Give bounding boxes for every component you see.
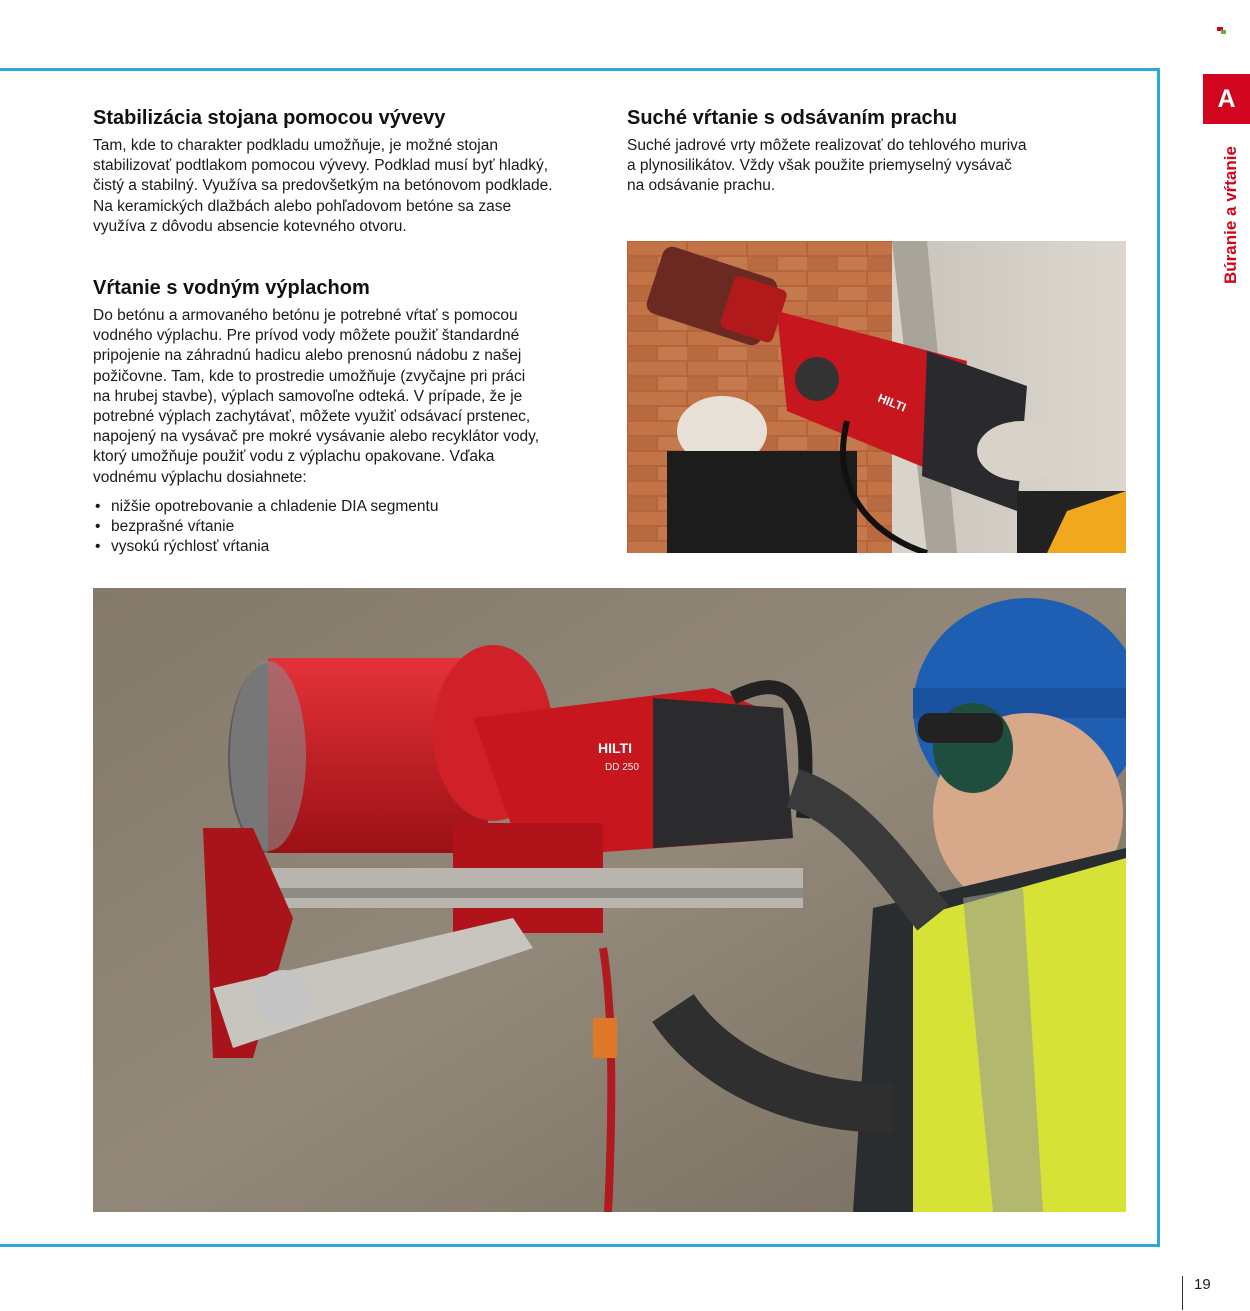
paragraph-water-drilling: Do betónu a armovaného betónu je potrebné vŕtať s pomocou vodného výplachu. Pre prívod vody môžete použiť štandardné pripojenie na záhradnú hadicu alebo prenosnú nádobu z našej požičovne. Tam, kde to prostredie umožňuje (zvyčajne pri práci na hrubej stavbe), výplach samovoľne odteká. V prípade, že je potrebné výplach zachytávať, môžete využiť odsávací prstenec, napojený na vysávač pre mokré vysávanie alebo recyklátor vody, ktorý umožňuje použiť vodu z výplachu opakovane. Vďaka vodnému výplachu dosiahnete: [93,307,539,486]
list-item: • nižšie opotrebovanie a chladenie DIA segmentu [93,497,438,517]
list-item: • vysokú rýchlosť vŕtania [93,537,438,557]
benefits-list [93,497,438,558]
drill-brand-label: HILTI [598,740,632,756]
heading-vacuum-stabilization: Stabilizácia stojana pomocou vývevy [93,107,446,129]
heading-water-drilling: Vŕtanie s vodným výplachom [93,277,370,299]
paragraph-vacuum-stabilization: Tam, kde to charakter podkladu umožňuje, je možné stojan stabilizovať podtlakom pomocou vývevy. Podklad musí byť hladký, čistý a stabilný. Využíva sa predovšetkým na betónovom podklade. Na keramických dlažbách alebo pohľadovom betóne sa zase využíva z dôvodu absencie kotevného otvoru. [93,137,553,235]
page-number-rule [1182,1276,1183,1310]
heading-dry-drilling: Suché vŕtanie s odsávaním prachu [627,107,958,129]
page-number: 19 [1194,1276,1211,1293]
photo-dry-drilling [627,241,1126,553]
photo-water-drilling [93,588,1126,1212]
section-tab-title: Búranie a vŕtanie [1221,146,1240,284]
drill-brand-label: HILTI [875,390,909,415]
color-mark [1217,27,1226,34]
list-item: • bezprašné vŕtanie [93,517,438,537]
section-tab-letter[interactable]: A [1203,74,1250,124]
paragraph-dry-drilling: Suché jadrové vrty môžete realizovať do tehlového muriva a plynosilikátov. Vždy však použite priemyselný vysávač na odsávanie prachu. [627,137,1027,195]
drill-model-label: DD 250 [605,762,639,773]
